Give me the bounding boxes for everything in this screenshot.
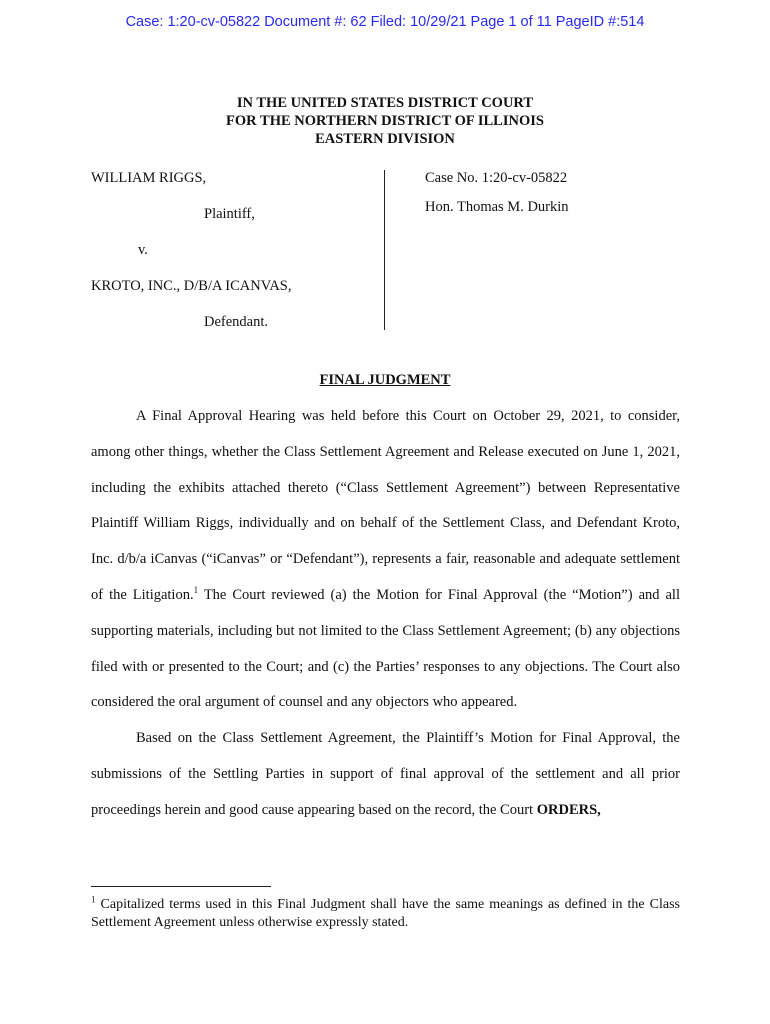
footnote-separator [91, 886, 271, 887]
footnote-marker: 1 [91, 894, 96, 905]
plaintiff-role: Plaintiff, [204, 206, 255, 222]
document-title: FINAL JUDGMENT [319, 372, 451, 388]
court-heading-line-2: FOR THE NORTHERN DISTRICT OF ILLINOIS [226, 113, 544, 129]
versus: v. [138, 242, 148, 258]
plaintiff-name: WILLIAM RIGGS, [91, 170, 207, 186]
case-number: Case No. 1:20-cv-05822 [425, 170, 568, 186]
paragraph-1 [91, 399, 680, 721]
ecf-filing-header: Case: 1:20-cv-05822 Document #: 62 Filed: 10/29/21 Page 1 of 11 PageID #:514 [125, 14, 645, 30]
paragraph-2 [91, 721, 680, 828]
court-heading [0, 94, 770, 148]
caption-divider [384, 170, 385, 330]
footnote-text: Capitalized terms used in this Final Judgment shall have the same meanings as defined in the Class Settlement Agreement unless otherwise expressly stated. [91, 897, 680, 930]
defendant-name: KROTO, INC., D/B/A ICANVAS, [91, 278, 292, 294]
document-body [91, 399, 680, 829]
paragraph-1-continued: The Court reviewed (a) the Motion for Final Approval (the “Motion”) and all supporting materials, including but not limited to the Class Settlement Agreement; (b) any objections filed with or presented to the Court; and (c) the Parties’ responses to any objections. The Court also considered the oral argument of counsel and any objectors who appeared. [91, 586, 680, 711]
footnote-reference: 1 [193, 585, 199, 596]
footnote-1 [91, 896, 680, 932]
defendant-role: Defendant. [204, 314, 269, 330]
paragraph-2-text: Based on the Class Settlement Agreement, the Plaintiff’s Motion for Final Approval, the submissions of the Settling Parties in support of final approval of the settlement and all prior proceedings herein and good cause appearing based on the record, the Court [91, 730, 680, 818]
judge-name: Hon. Thomas M. Durkin [425, 199, 569, 215]
court-heading-line-1: IN THE UNITED STATES DISTRICT COURT [236, 95, 534, 111]
paragraph-1-text: A Final Approval Hearing was held before this Court on October 29, 2021, to consider, among other things, whether the Class Settlement Agreement and Release executed on June 1, 2021, including the exhibits attached thereto (“Class Settlement Agreement”) between Representative Plaintiff William Riggs, individually and on behalf of the Settlement Class, and Defendant Kroto, Inc. d/b/a iCanvas (“iCanvas” or “Defendant”), represents a fair, reasonable and adequate settlement of the Litigation. [91, 408, 680, 603]
paragraph-2-orders: ORDERS, [536, 801, 601, 818]
court-heading-line-3: EASTERN DIVISION [315, 131, 455, 147]
